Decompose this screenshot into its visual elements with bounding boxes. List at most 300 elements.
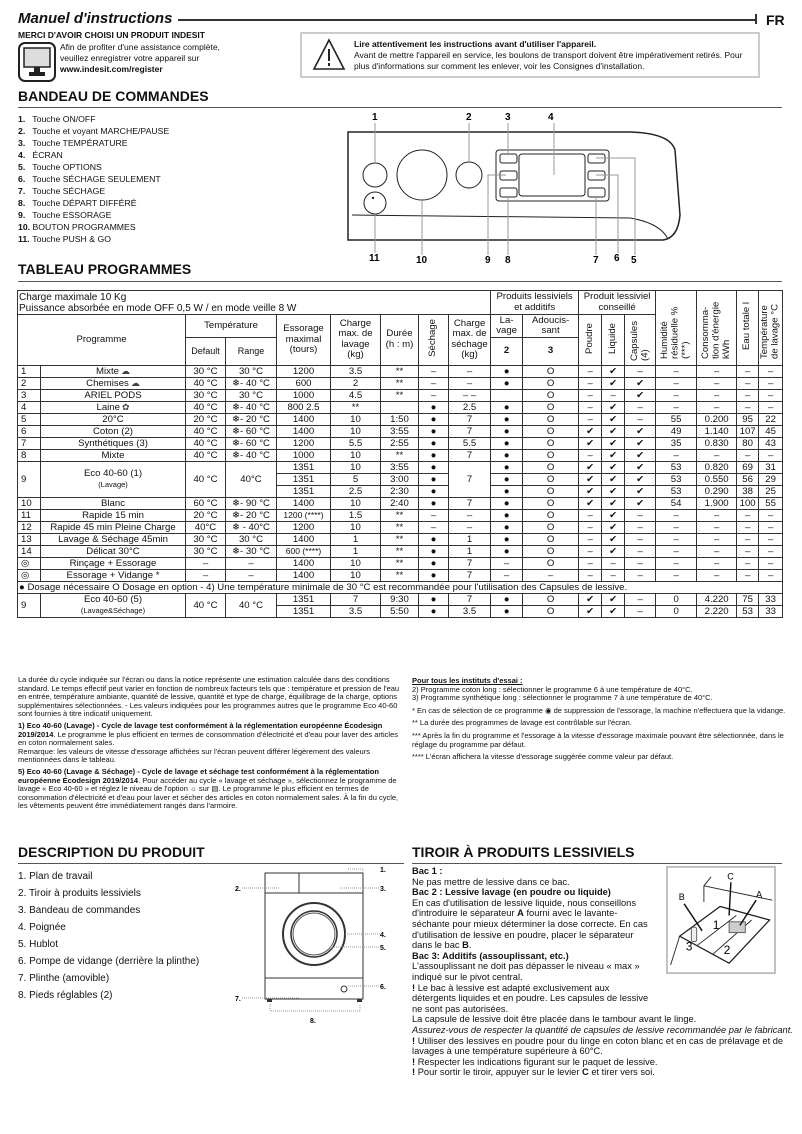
cell-chg: 10 <box>331 449 381 461</box>
note-3: 3) Programme synthétique long : sélectionner le programme 7 à une température de 40°C. <box>412 693 713 703</box>
cell-name <box>41 461 186 497</box>
cell-kwh: – <box>697 557 737 569</box>
note-star-4: **** L'écran affichera la vitesse d'essorage suggérée comme valeur par défaut. <box>412 752 674 762</box>
program-row <box>18 389 783 401</box>
cell-range: 30 °C <box>226 533 277 545</box>
cell-name <box>41 413 186 425</box>
start-pause-button <box>456 162 482 188</box>
cell-cap: ✔ <box>625 461 656 473</box>
cell-pou: – <box>579 389 602 401</box>
header-advised: Produit lessiviel conseillé <box>579 291 656 315</box>
cell-ess: 1200 <box>277 521 331 533</box>
program-name: Rinçage + Essorage <box>69 557 157 569</box>
cell-hum: 54 <box>656 497 697 509</box>
callout-6: 6 <box>614 253 620 264</box>
cell-kwh: 0.820 <box>697 461 737 473</box>
cell-chg: 1 <box>331 533 381 545</box>
program-name: Rapide 45 min Pleine Charge <box>50 521 176 533</box>
control-label: Touche et voyant MARCHE/PAUSE <box>32 126 170 136</box>
register-link[interactable]: www.indesit.com/register <box>60 64 163 74</box>
cell-dur: ** <box>381 533 419 545</box>
cell-lav: ● <box>491 605 523 617</box>
drawer-label-c: C <box>727 871 734 882</box>
cell-pou: ✔ <box>579 437 602 449</box>
cell-num: 9 <box>18 593 41 617</box>
cell-name <box>41 389 186 401</box>
warning-package: Respecter les indications figurant sur le paquet de lessive. <box>417 1056 658 1067</box>
cell-dur <box>381 401 419 413</box>
cell-dchg: 1 <box>449 545 491 557</box>
cell-pou: ✔ <box>579 605 602 617</box>
cell-def: 30 °C <box>186 545 226 557</box>
cell-tmp: 43 <box>759 437 783 449</box>
cell-adou: O <box>523 437 579 449</box>
cell-range: ❄- 90 °C <box>226 497 277 509</box>
callout-1: 1. <box>380 867 386 874</box>
cell-num: 6 <box>18 425 41 437</box>
warning-remove: Pour sortir le tiroir, appuyer sur le levier <box>417 1067 583 1078</box>
cell-dchg: 5.5 <box>449 437 491 449</box>
cell-range: ❄- 20 °C <box>226 413 277 425</box>
cell-num: 7 <box>18 437 41 449</box>
program-row <box>18 365 783 377</box>
cell-range: ❄- 60 °C <box>226 437 277 449</box>
header-spin: Essorage maximal (tours) <box>277 315 331 366</box>
control-label: Touche ESSORAGE <box>32 210 112 220</box>
control-label: Touche SÉCHAGE SEULEMENT <box>32 174 161 184</box>
cell-liq: ✔ <box>602 473 625 485</box>
cell-liq: ✔ <box>602 449 625 461</box>
callout-9: 9 <box>485 255 491 265</box>
cell-lav: ● <box>491 485 523 497</box>
bac-3-heading: Bac 3: Additifs (assouplissant, etc.) <box>412 950 569 961</box>
power-text: Puissance absorbée en mode OFF 0,5 W / en mode veille 8 W <box>19 302 297 314</box>
cell-hum: – <box>656 365 697 377</box>
spin-drain-icon: ◎ <box>21 569 30 581</box>
cell-cap: – <box>625 569 656 581</box>
cell-pou: – <box>579 401 602 413</box>
control-number: 1. <box>18 114 26 124</box>
cell-cap: – <box>625 365 656 377</box>
cell-dchg: – <box>449 521 491 533</box>
cell-num: 11 <box>18 509 41 521</box>
control-item <box>18 173 169 185</box>
callout-6: 6. <box>380 984 386 991</box>
cell-dur: ** <box>381 545 419 557</box>
cell-eau: – <box>737 389 759 401</box>
control-item <box>18 137 169 149</box>
program-name: Blanc <box>101 497 125 509</box>
cell-tmp: – <box>759 545 783 557</box>
control-label: Touche DÉPART DIFFÉRÉ <box>32 198 137 208</box>
program-name: Lavage & Séchage 45min <box>58 533 168 545</box>
program-row <box>18 377 783 389</box>
program-name: Rapide 15 min <box>82 509 144 521</box>
cell-name <box>41 509 186 521</box>
cell-tmp: 33 <box>759 593 783 605</box>
header-softener-number: 3 <box>523 338 579 365</box>
cell-chg: 2 <box>331 377 381 389</box>
cell-tmp: – <box>759 569 783 581</box>
cell-eau: 75 <box>737 593 759 605</box>
cell-liq: ✔ <box>602 521 625 533</box>
cell-eau: – <box>737 545 759 557</box>
note-star-3: *** Après la fin du programme et l'essorage à la vitesse d'essorage maximale pouvant être sélectionnée, dans le réglage du programme par défaut. <box>412 730 784 749</box>
cell-liq: – <box>602 569 625 581</box>
cell-liq: – <box>602 389 625 401</box>
cell-liq: ✔ <box>602 593 625 605</box>
cell-hum: – <box>656 533 697 545</box>
callout-8: 8 <box>505 255 511 265</box>
cell-lav: – <box>491 557 523 569</box>
program-name: ARIEL PODS <box>84 389 142 401</box>
warning-icon <box>312 38 346 72</box>
cell-lav: ● <box>491 545 523 557</box>
cell-lav: ● <box>491 521 523 533</box>
cell-lav: ● <box>491 533 523 545</box>
cell-adou: O <box>523 413 579 425</box>
cell-range: ❄- 40 °C <box>226 401 277 413</box>
cell-kwh: – <box>697 449 737 461</box>
bac-1-text: Ne pas mettre de lessive dans ce bac. <box>412 876 570 887</box>
cell-adou: O <box>523 509 579 521</box>
cell-chg: 3.5 <box>331 605 381 617</box>
cell-eau: 80 <box>737 437 759 449</box>
cell-num <box>18 569 41 581</box>
cell-num <box>18 557 41 569</box>
cell-sech: ● <box>419 569 449 581</box>
cell-adou: O <box>523 401 579 413</box>
part-item: 2. Tiroir à produits lessiviels <box>18 888 141 899</box>
cell-dur: ** <box>381 377 419 389</box>
cell-ess: 800 2.5 <box>277 401 331 413</box>
cell-tmp: 45 <box>759 425 783 437</box>
cell-eau: – <box>737 521 759 533</box>
cell-ess: 1400 <box>277 413 331 425</box>
cell-liq: ✔ <box>602 413 625 425</box>
cell-adou: O <box>523 605 579 617</box>
legend-row <box>18 581 783 593</box>
section-title-controls: BANDEAU DE COMMANDES <box>18 88 209 104</box>
control-label: Touche ON/OFF <box>32 114 96 124</box>
program-row <box>18 401 783 413</box>
cell-hum: – <box>656 545 697 557</box>
cell-lav: ● <box>491 461 523 473</box>
cell-range: ❄- 60 °C <box>226 425 277 437</box>
header-wash: La-vage <box>491 315 523 338</box>
callout-2: 2. <box>235 886 241 893</box>
cell-hum: 55 <box>656 413 697 425</box>
control-number: 4. <box>18 150 26 160</box>
cell-chg: 2.5 <box>331 485 381 497</box>
callout-10: 10 <box>416 255 428 265</box>
program-subtitle: (Lavage) <box>98 480 128 489</box>
cell-cap: ✔ <box>625 425 656 437</box>
program-row <box>18 557 783 569</box>
cell-dur: ** <box>381 521 419 533</box>
cell-liq: ✔ <box>602 509 625 521</box>
program-row <box>18 437 783 449</box>
cell-cap: – <box>625 605 656 617</box>
cell-dur: 2:30 <box>381 485 419 497</box>
label-b: B <box>462 940 469 951</box>
control-item <box>18 209 169 221</box>
cell-adou: O <box>523 425 579 437</box>
cell-liq: ✔ <box>602 485 625 497</box>
controls-list <box>18 113 169 245</box>
control-item <box>18 233 169 245</box>
cell-ess: 1400 <box>277 497 331 509</box>
cell-kwh: 0.200 <box>697 413 737 425</box>
cell-pou: ✔ <box>579 593 602 605</box>
program-name: Synthétiques (3) <box>78 437 148 449</box>
control-item <box>18 125 169 137</box>
cell-chg: 5.5 <box>331 437 381 449</box>
cell-liq: ✔ <box>602 377 625 389</box>
cell-sech: – <box>419 389 449 401</box>
cell-pou: – <box>579 545 602 557</box>
cell-def: 40 °C <box>186 593 226 617</box>
computer-icon <box>18 42 56 82</box>
cell-pou: – <box>579 449 602 461</box>
cell-name <box>41 557 186 569</box>
warning-powder: Utiliser des lessives en poudre pour du linge en coton blanc et en cas de prélavage et de lavages à une température supérieure à 60°C. <box>412 1035 784 1057</box>
cell-range: ❄- 40 °C <box>226 377 277 389</box>
cell-liq: ✔ <box>602 605 625 617</box>
cell-range: 30 °C <box>226 365 277 377</box>
cell-chg: 7 <box>331 593 381 605</box>
cell-sech: – <box>419 509 449 521</box>
cell-cap: ✔ <box>625 389 656 401</box>
warning-text: Avant de mettre l'appareil en service, les boulons de transport doivent être impérativement retirés. Pour plus d'informations sur comment les enlever, voir les Consignes d'installation. <box>354 50 743 71</box>
note-1-heading: 1) Eco 40-60 (Lavage) - Cycle de lavage test conformément à la réglementation européenne Écodesign 2019/2014 <box>18 720 383 739</box>
cell-cap: – <box>625 521 656 533</box>
cell-liq: ✔ <box>602 425 625 437</box>
label-a: A <box>517 908 524 919</box>
cell-lav: ● <box>491 473 523 485</box>
cell-pou: – <box>579 509 602 521</box>
program-subtitle: (Lavage&Séchage) <box>80 606 146 615</box>
cell-tmp: – <box>759 389 783 401</box>
cell-name <box>41 497 186 509</box>
callout-3: 3. <box>380 886 386 893</box>
cell-tmp: – <box>759 377 783 389</box>
cell-dur: 1:50 <box>381 413 419 425</box>
warning-heading: Lire attentivement les instructions avant d'utiliser l'appareil. <box>354 39 597 49</box>
cell-ess: 1351 <box>277 485 331 497</box>
cell-eau: – <box>737 449 759 461</box>
header-duration: Durée (h : m) <box>381 315 419 366</box>
cell-chg: ** <box>331 401 381 413</box>
cell-ess: 600 <box>277 377 331 389</box>
cell-pou: – <box>579 533 602 545</box>
cell-dchg: – <box>449 509 491 521</box>
cell-pou: ✔ <box>579 425 602 437</box>
cell-hum: – <box>656 509 697 521</box>
cell-lav: ● <box>491 437 523 449</box>
cell-eau: 56 <box>737 473 759 485</box>
cell-chg: 10 <box>331 497 381 509</box>
cell-name <box>41 533 186 545</box>
control-label: Touche PUSH & GO <box>32 234 111 244</box>
cell-cap: ✔ <box>625 485 656 497</box>
cell-kwh: – <box>697 365 737 377</box>
warning-remove: et tirer vers soi. <box>588 1067 655 1078</box>
cell-def: 40 °C <box>186 425 226 437</box>
compartment-2: 2 <box>723 944 731 958</box>
product-parts-list <box>18 868 199 1004</box>
cell-name <box>41 425 186 437</box>
title-divider-tick <box>755 14 757 24</box>
cell-adou: O <box>523 521 579 533</box>
program-name: 20°C <box>102 413 124 425</box>
cell-name <box>41 365 186 377</box>
cell-num: 10 <box>18 497 41 509</box>
bac-2-text: fourni avec le lavante-séchante pour mieux déterminer la dose correcte. En cas d'utilisation de lessive en poudre, placer le séparateur dans le bac <box>412 908 648 951</box>
compartment-1: 1 <box>712 919 720 932</box>
cell-lav: ● <box>491 509 523 521</box>
program-name: Eco 40-60 (5) <box>83 594 143 605</box>
cell-num: 1 <box>18 365 41 377</box>
cell-cap: – <box>625 533 656 545</box>
cell-range: 40 °C <box>226 593 277 617</box>
cell-dchg: 7 <box>449 569 491 581</box>
cell-kwh: 0.550 <box>697 473 737 485</box>
cell-adou: O <box>523 497 579 509</box>
cell-def: 40 °C <box>186 449 226 461</box>
cell-adou: O <box>523 533 579 545</box>
capsule-text: La capsule de lessive doit être placée dans le tambour avant le linge. <box>412 1014 697 1025</box>
cell-name <box>41 521 186 533</box>
cell-kwh: 1.900 <box>697 497 737 509</box>
cell-liq: ✔ <box>602 365 625 377</box>
cell-chg: 4.5 <box>331 389 381 401</box>
cell-hum: 53 <box>656 485 697 497</box>
display-screen <box>519 154 585 196</box>
cell-range: ❄- 20 °C <box>226 509 277 521</box>
cell-lav: ● <box>491 593 523 605</box>
cell-eau: 53 <box>737 605 759 617</box>
cell-dur: ** <box>381 509 419 521</box>
cell-num: 2 <box>18 377 41 389</box>
control-label: Touche TEMPÉRATURE <box>32 138 128 148</box>
control-item <box>18 197 169 209</box>
cell-adou: O <box>523 377 579 389</box>
cell-cap: ✔ <box>625 377 656 389</box>
control-panel-diagram <box>330 105 800 265</box>
cell-adou: O <box>523 485 579 497</box>
cell-def: 40 °C <box>186 401 226 413</box>
cell-kwh: – <box>697 377 737 389</box>
cell-chg: 5 <box>331 473 381 485</box>
cell-dur: 3:00 <box>381 473 419 485</box>
part-item: 4. Poignée <box>18 922 66 933</box>
test-institutes-heading: Pour tous les instituts d'essai : <box>412 676 523 685</box>
warning-detergent: Le bac à lessive est adapté exclusivement aux détergents liquides et en poudre. Les capsules de lessive ne sont pas autorisées. <box>412 982 649 1014</box>
program-row <box>18 449 783 461</box>
cell-ess: 1000 <box>277 389 331 401</box>
program-name: Mixte <box>101 449 125 461</box>
cell-sech: ● <box>419 401 449 413</box>
cell-lav: ● <box>491 365 523 377</box>
cell-adou: O <box>523 557 579 569</box>
cell-chg: 10 <box>331 557 381 569</box>
header-drying: Séchage <box>427 319 439 357</box>
cell-kwh: 0.290 <box>697 485 737 497</box>
title-divider <box>178 19 756 21</box>
capsule-note: Assurez-vous de respecter la quantité de capsules de lessive recommandée par le fabricant. <box>412 1024 793 1035</box>
bac-1-heading: Bac 1 : <box>412 866 443 876</box>
cell-chg: 10 <box>331 569 381 581</box>
cell-name <box>41 437 186 449</box>
label-c: C <box>582 1067 589 1078</box>
cell-ess: 1200 <box>277 437 331 449</box>
cell-ess: 1400 <box>277 425 331 437</box>
cell-tmp: – <box>759 401 783 413</box>
table-notes-left <box>18 676 406 814</box>
cell-chg: 10 <box>331 413 381 425</box>
cell-hum: – <box>656 389 697 401</box>
cell-liq: ✔ <box>602 401 625 413</box>
cell-name <box>41 401 186 413</box>
cell-dchg: 7 <box>449 461 491 497</box>
callout-5: 5 <box>631 255 637 265</box>
callout-3: 3 <box>505 112 511 123</box>
cell-pou: ✔ <box>579 485 602 497</box>
cell-dur: 9:30 <box>381 593 419 605</box>
cell-eau: 107 <box>737 425 759 437</box>
control-label: ÉCRAN <box>32 150 63 160</box>
cell-eau: 100 <box>737 497 759 509</box>
cell-eau: – <box>737 509 759 521</box>
header-humidity: Humidité résiduelle % (***) <box>659 306 692 359</box>
cell-range: ❄- 40 °C <box>226 449 277 461</box>
cell-hum: 49 <box>656 425 697 437</box>
section-divider <box>412 863 782 864</box>
header-wash-load: Charge max. de lavage (kg) <box>331 315 381 366</box>
cell-lav: ● <box>491 401 523 413</box>
program-row <box>18 509 783 521</box>
cell-chg: 1 <box>331 545 381 557</box>
cell-def: 60 °C <box>186 497 226 509</box>
cell-lav: – <box>491 569 523 581</box>
cell-hum: – <box>656 449 697 461</box>
header-powder: Poudre <box>583 322 595 354</box>
cell-dur: ** <box>381 365 419 377</box>
cell-def: 40 °C <box>186 377 226 389</box>
cell-hum: 0 <box>656 605 697 617</box>
cell-lav: ● <box>491 449 523 461</box>
program-row <box>18 545 783 557</box>
cell-tmp: 31 <box>759 461 783 473</box>
part-item: 3. Bandeau de commandes <box>18 905 141 916</box>
cell-cap: – <box>625 509 656 521</box>
cell-eau: 69 <box>737 461 759 473</box>
header-range: Range <box>226 338 277 365</box>
control-item <box>18 185 169 197</box>
wool-icon: ✿ <box>121 401 130 412</box>
cell-tmp: 29 <box>759 473 783 485</box>
cell-def: – <box>186 557 226 569</box>
cell-liq: ✔ <box>602 545 625 557</box>
cell-adou: O <box>523 365 579 377</box>
cell-dur: ** <box>381 569 419 581</box>
cell-adou: O <box>523 545 579 557</box>
control-item <box>18 221 169 233</box>
cell-dchg: 7 <box>449 413 491 425</box>
cell-dur: 3:55 <box>381 461 419 473</box>
duration-note: La durée du cycle indiquée sur l'écran ou dans la notice représente une estimation calculée dans des conditions standard. Le temps effectif peut varier en fonction de nombreux facteurs tels que : température et pression de l'eau en entrée, température ambiante, quantité de lessive, quantité et type de charge, équilibrage de la charge, options supplémentaires sélectionnées. - Les valeurs indiquées pour les programmes autres que le programme Eco 40-60 sont fournies à titre indicatif uniquement. <box>18 675 400 719</box>
